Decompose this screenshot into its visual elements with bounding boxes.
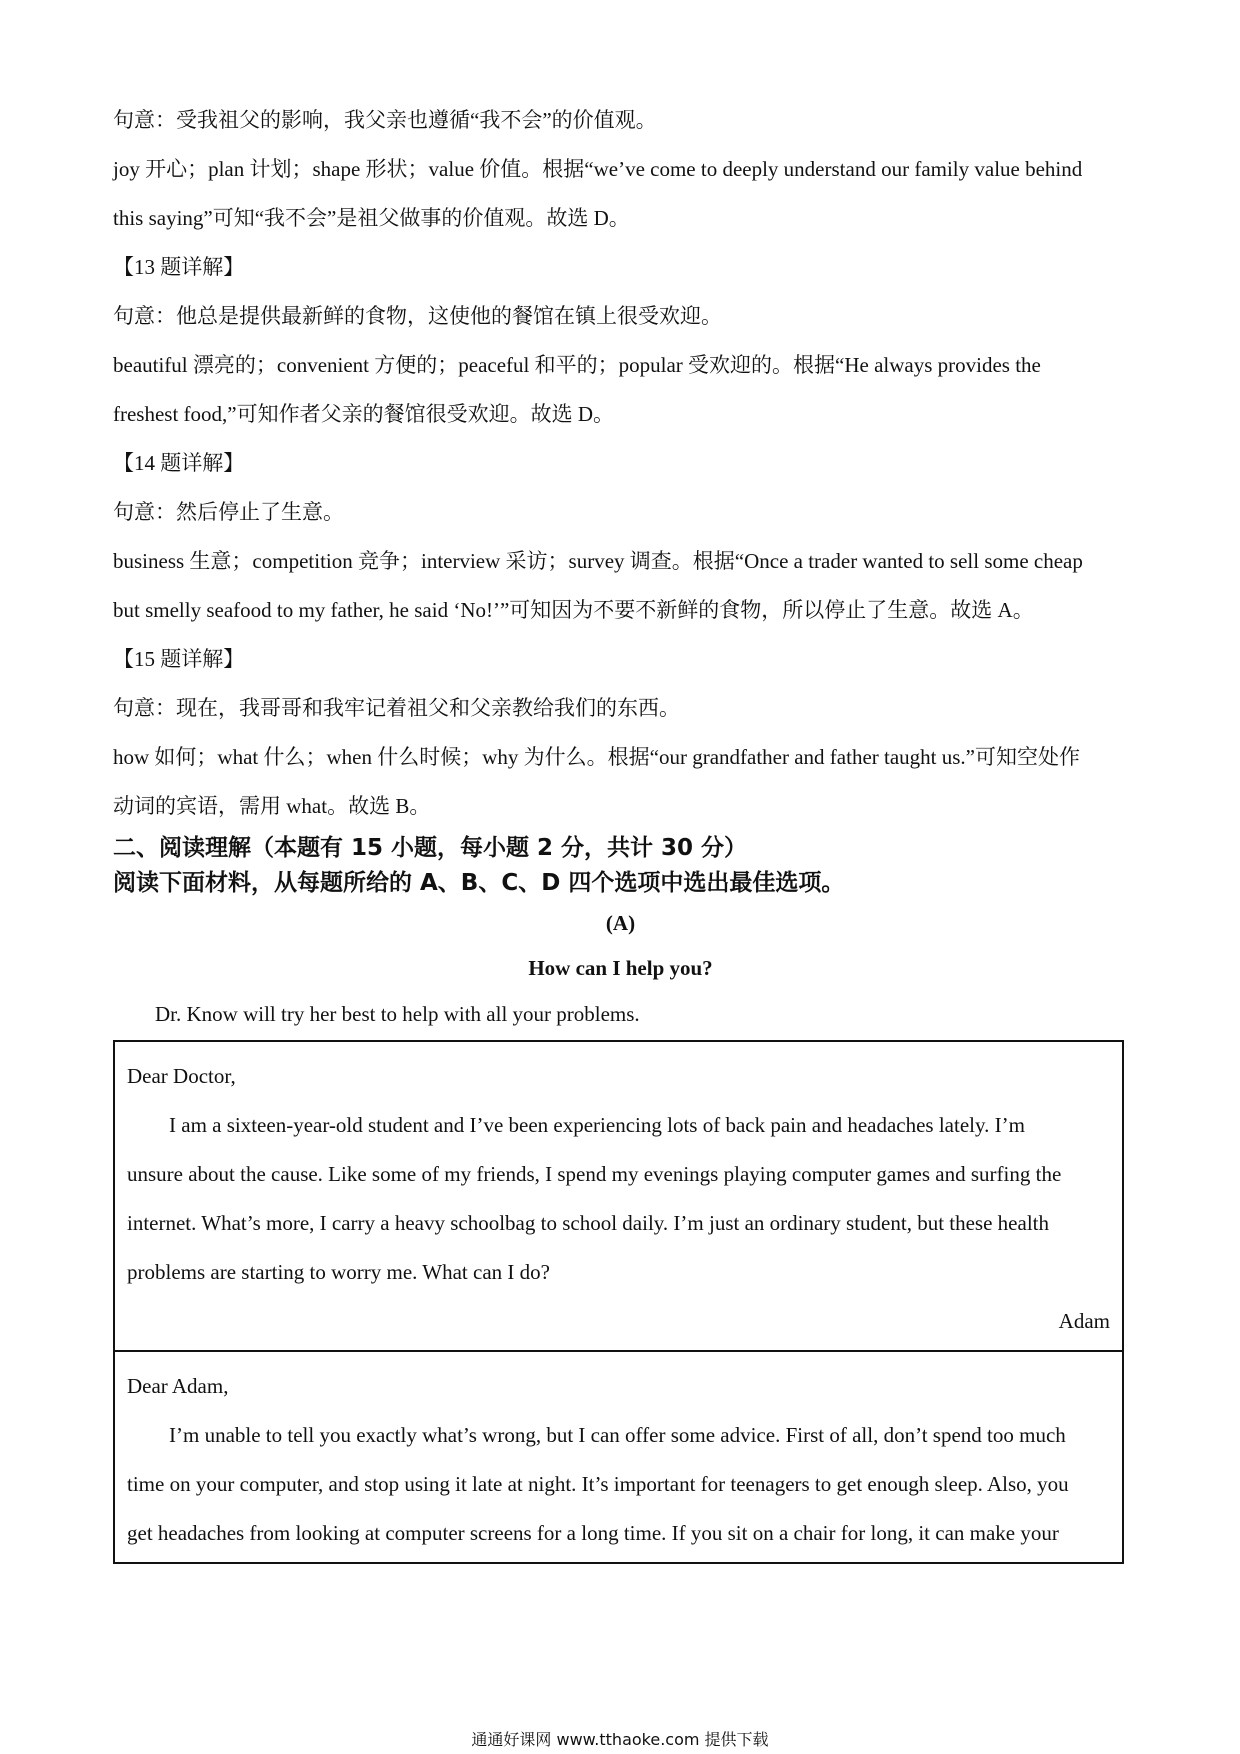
explanation-line: 句意：现在，我哥哥和我牢记着祖父和父亲教给我们的东西。 — [113, 696, 680, 720]
question-14-header: 【14 题详解】 — [113, 451, 245, 475]
passage-label: (A) — [605, 911, 636, 935]
letter-from-doctor — [115, 1350, 1122, 1562]
letter-line: I’m unable to tell you exactly what’s wrong, but I can offer some advice. First of all, don’t spend too much — [169, 1423, 1066, 1447]
letters-box — [113, 1040, 1124, 1564]
letter-line: get headaches from looking at computer screens for a long time. If you sit on a chair for long, it can make your — [127, 1521, 1059, 1545]
letter-line: time on your computer, and stop using it late at night. It’s important for teenagers to get enough sleep. Also, you — [127, 1472, 1069, 1496]
section-instruction: 阅读下面材料，从每题所给的 A、B、C、D 四个选项中选出最佳选项。 — [113, 870, 845, 896]
explanation-line: 句意：然后停止了生意。 — [113, 500, 344, 524]
explanation-line: how 如何；what 什么；when 什么时候；why 为什么。根据“our grandfather and father taught us.”可知空处作 — [113, 745, 1080, 769]
explanation-line: joy 开心；plan 计划；shape 形状；value 价值。根据“we’ve come to deeply understand our family value behind — [113, 157, 1083, 181]
passage-intro: Dr. Know will try her best to help with all your problems. — [155, 1002, 640, 1026]
letter-line: problems are starting to worry me. What can I do? — [127, 1260, 550, 1284]
section-heading: 二、阅读理解（本题有 15 小题，每小题 2 分，共计 30 分） — [113, 835, 748, 861]
explanation-line: freshest food,”可知作者父亲的餐馆很受欢迎。故选 D。 — [113, 402, 615, 426]
passage-title: How can I help you? — [528, 956, 713, 980]
document-page — [113, 96, 1128, 1564]
explanation-line: 动词的宾语，需用 what。故选 B。 — [113, 794, 431, 818]
explanation-block — [113, 96, 1128, 831]
letter-line: I am a sixteen-year-old student and I’ve been experiencing lots of back pain and headaches lately. I’m — [169, 1113, 1025, 1137]
letter-greeting: Dear Adam, — [127, 1374, 229, 1398]
explanation-line: this saying”可知“我不会”是祖父做事的价值观。故选 D。 — [113, 206, 630, 230]
letter-line: internet. What’s more, I carry a heavy schoolbag to school daily. I’m just an ordinary student, but these health — [127, 1211, 1049, 1235]
question-13-header: 【13 题详解】 — [113, 255, 245, 279]
letter-greeting: Dear Doctor, — [127, 1064, 236, 1088]
explanation-line: business 生意；competition 竞争；interview 采访；survey 调查。根据“Once a trader wanted to sell some cheap — [113, 549, 1083, 573]
letter-from-adam — [115, 1042, 1122, 1350]
explanation-line: beautiful 漂亮的；convenient 方便的；peaceful 和平的；popular 受欢迎的。根据“He always provides the — [113, 353, 1041, 377]
letter-signature: Adam — [1058, 1309, 1110, 1333]
explanation-line: 句意：受我祖父的影响，我父亲也遵循“我不会”的价值观。 — [113, 108, 657, 132]
explanation-line: 句意：他总是提供最新鲜的食物，这使他的餐馆在镇上很受欢迎。 — [113, 304, 722, 328]
explanation-line: but smelly seafood to my father, he said ‘No!’”可知因为不要不新鲜的食物，所以停止了生意。故选 A。 — [113, 598, 1034, 622]
letter-line: unsure about the cause. Like some of my friends, I spend my evenings playing computer games and surfing the — [127, 1162, 1062, 1186]
page-footer: 通通好课网 www.tthaoke.com 提供下载 — [471, 1730, 769, 1749]
question-15-header: 【15 题详解】 — [113, 647, 245, 671]
